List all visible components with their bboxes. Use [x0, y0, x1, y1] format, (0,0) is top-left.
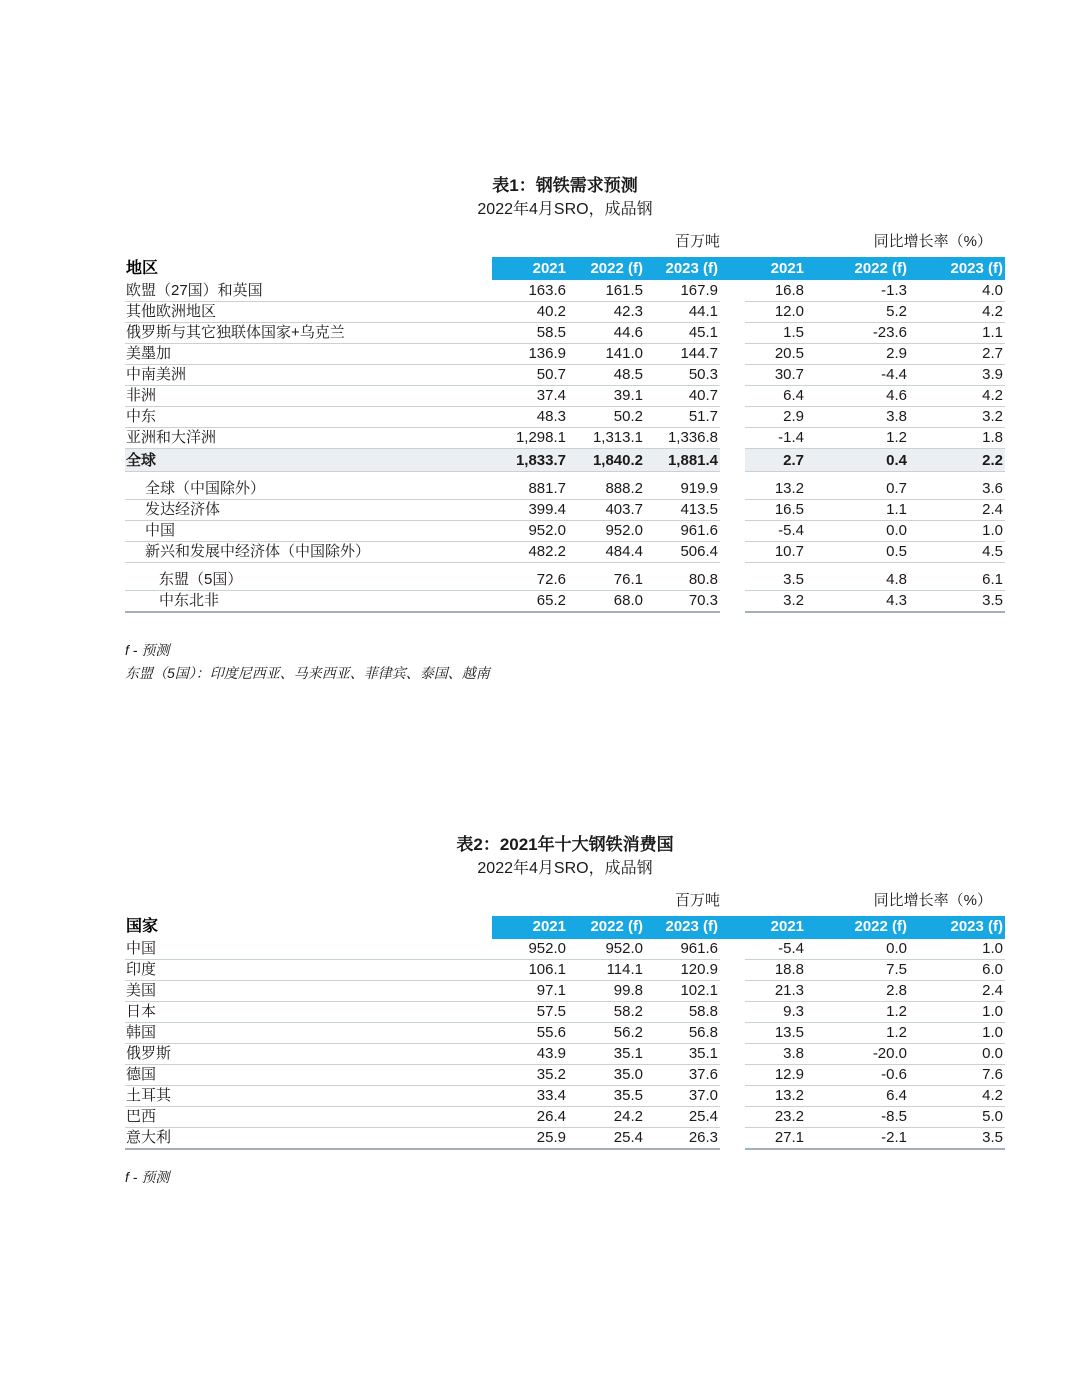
cell-value: 50.3: [645, 364, 720, 385]
column-header: 2023 (f): [909, 257, 1005, 280]
row-label: 俄罗斯与其它独联体国家+乌克兰: [125, 322, 492, 343]
cell-value: 144.7: [645, 343, 720, 364]
cell-value: 50.2: [568, 406, 645, 427]
column-group-gap: [720, 1044, 745, 1065]
cell-value: 26.4: [492, 1107, 568, 1128]
table-row: [125, 1023, 1005, 1044]
cell-value: 4.5: [909, 541, 1005, 562]
cell-value: 484.4: [568, 541, 645, 562]
cell-value: 2.7: [745, 448, 806, 471]
cell-value: 506.4: [645, 541, 720, 562]
cell-value: 12.9: [745, 1065, 806, 1086]
cell-value: 1,313.1: [568, 427, 645, 448]
cell-value: 35.5: [568, 1086, 645, 1107]
cell-value: -23.6: [806, 322, 909, 343]
cell-value: 102.1: [645, 981, 720, 1002]
table-row: [125, 939, 1005, 960]
row-label: 印度: [125, 960, 492, 981]
cell-value: 26.3: [645, 1128, 720, 1150]
table-row: [125, 520, 1005, 541]
column-header: 2021: [492, 257, 568, 280]
column-group-gap: [720, 1107, 745, 1128]
table-row: [125, 1107, 1005, 1128]
cell-value: 37.6: [645, 1065, 720, 1086]
cell-value: 167.9: [645, 280, 720, 301]
cell-value: 919.9: [645, 478, 720, 499]
column-group-gap: [720, 280, 745, 301]
cell-value: 1.0: [909, 520, 1005, 541]
cell-value: 58.8: [645, 1002, 720, 1023]
cell-value: -1.4: [745, 427, 806, 448]
cell-value: 13.2: [745, 1086, 806, 1107]
cell-value: 952.0: [568, 939, 645, 960]
cell-value: 4.2: [909, 1086, 1005, 1107]
cell-value: 4.6: [806, 385, 909, 406]
cell-value: 403.7: [568, 499, 645, 520]
cell-value: 0.5: [806, 541, 909, 562]
table-row: [125, 1128, 1005, 1150]
cell-value: 141.0: [568, 343, 645, 364]
cell-value: 3.8: [745, 1044, 806, 1065]
cell-value: -4.4: [806, 364, 909, 385]
row-label: 俄罗斯: [125, 1044, 492, 1065]
table2-subtitle: 2022年4月SRO，成品钢: [477, 859, 653, 877]
cell-value: 120.9: [645, 960, 720, 981]
cell-value: 888.2: [568, 478, 645, 499]
row-label: 东盟（5国）: [125, 562, 492, 590]
row-label: 巴西: [125, 1107, 492, 1128]
row-label: 土耳其: [125, 1086, 492, 1107]
cell-value: 23.2: [745, 1107, 806, 1128]
cell-value: 0.0: [806, 520, 909, 541]
spacer-cell: [645, 471, 720, 478]
cell-value: 58.2: [568, 1002, 645, 1023]
column-header-gap: [720, 257, 745, 280]
cell-value: 37.4: [492, 385, 568, 406]
column-group-gap: [720, 981, 745, 1002]
spacer-cell: [492, 471, 568, 478]
table-row: [125, 1044, 1005, 1065]
cell-value: 40.2: [492, 301, 568, 322]
cell-value: 3.8: [806, 406, 909, 427]
table1-body: [125, 280, 1005, 612]
cell-value: 114.1: [568, 960, 645, 981]
cell-value: 2.8: [806, 981, 909, 1002]
cell-value: 37.0: [645, 1086, 720, 1107]
column-group-gap: [720, 1002, 745, 1023]
column-header: 2022 (f): [568, 257, 645, 280]
cell-value: 21.3: [745, 981, 806, 1002]
cell-value: 10.7: [745, 541, 806, 562]
column-group-gap: [720, 1128, 745, 1150]
cell-value: -20.0: [806, 1044, 909, 1065]
cell-value: 12.0: [745, 301, 806, 322]
cell-value: -5.4: [745, 939, 806, 960]
table2-column-header-row: [125, 916, 1005, 939]
column-group-gap: [720, 1086, 745, 1107]
table2-row-header: 国家: [125, 916, 492, 939]
row-label: 非洲: [125, 385, 492, 406]
column-header: 2022 (f): [806, 916, 909, 939]
table1-growth-label: 同比增长率（%）: [873, 233, 993, 250]
column-group-gap: [720, 448, 745, 471]
cell-value: 4.3: [806, 590, 909, 612]
cell-value: 1,336.8: [645, 427, 720, 448]
table-row: [125, 448, 1005, 471]
cell-value: 35.1: [568, 1044, 645, 1065]
cell-value: 42.3: [568, 301, 645, 322]
row-label: 意大利: [125, 1128, 492, 1150]
column-group-gap: [720, 364, 745, 385]
spacer-cell: [125, 471, 492, 478]
cell-value: 68.0: [568, 590, 645, 612]
table2-section: [125, 835, 1005, 1190]
cell-value: 3.2: [745, 590, 806, 612]
table2-title: 表2：2021年十大钢铁消费国: [456, 834, 674, 854]
table-row: [125, 1065, 1005, 1086]
cell-value: 952.0: [492, 939, 568, 960]
cell-value: 136.9: [492, 343, 568, 364]
cell-value: 1,298.1: [492, 427, 568, 448]
table-row: [125, 960, 1005, 981]
cell-value: 39.1: [568, 385, 645, 406]
column-group-gap: [720, 343, 745, 364]
cell-value: 76.1: [568, 562, 645, 590]
column-header: 2023 (f): [645, 916, 720, 939]
spacer-cell: [720, 471, 745, 478]
column-group-gap: [720, 520, 745, 541]
row-label: 全球: [125, 448, 492, 471]
row-label: 中东: [125, 406, 492, 427]
cell-value: 2.9: [745, 406, 806, 427]
row-label: 美墨加: [125, 343, 492, 364]
cell-value: 0.7: [806, 478, 909, 499]
cell-value: -2.1: [806, 1128, 909, 1150]
cell-value: 2.7: [909, 343, 1005, 364]
cell-value: 35.1: [645, 1044, 720, 1065]
cell-value: 57.5: [492, 1002, 568, 1023]
cell-value: 58.5: [492, 322, 568, 343]
unit-group-row: [125, 890, 1005, 916]
table-row: [125, 343, 1005, 364]
table-row: [125, 301, 1005, 322]
cell-value: 6.0: [909, 960, 1005, 981]
table-row: [125, 427, 1005, 448]
row-label: 中国: [125, 520, 492, 541]
cell-value: 1.8: [909, 427, 1005, 448]
column-group-gap: [720, 590, 745, 612]
column-header: 2021: [745, 257, 806, 280]
cell-value: 27.1: [745, 1128, 806, 1150]
row-label: 亚洲和大洋洲: [125, 427, 492, 448]
unit-group-row: [125, 231, 1005, 257]
table-row: [125, 562, 1005, 590]
column-header: 2022 (f): [806, 257, 909, 280]
cell-value: 80.8: [645, 562, 720, 590]
cell-value: 3.2: [909, 406, 1005, 427]
cell-value: 1.0: [909, 1023, 1005, 1044]
cell-value: 3.5: [745, 562, 806, 590]
cell-value: -0.6: [806, 1065, 909, 1086]
row-label: 发达经济体: [125, 499, 492, 520]
cell-value: 3.5: [909, 1128, 1005, 1150]
column-header: 2023 (f): [645, 257, 720, 280]
cell-value: 3.6: [909, 478, 1005, 499]
row-label: 新兴和发展中经济体（中国除外）: [125, 541, 492, 562]
cell-value: 952.0: [492, 520, 568, 541]
cell-value: 1.2: [806, 1002, 909, 1023]
table-row: [125, 981, 1005, 1002]
cell-value: 1.2: [806, 1023, 909, 1044]
cell-value: 961.6: [645, 939, 720, 960]
column-group-gap: [720, 478, 745, 499]
cell-value: 25.4: [645, 1107, 720, 1128]
cell-value: 65.2: [492, 590, 568, 612]
cell-value: 33.4: [492, 1086, 568, 1107]
cell-value: 0.0: [806, 939, 909, 960]
spacer-cell: [806, 471, 909, 478]
column-group-gap: [720, 385, 745, 406]
cell-value: 413.5: [645, 499, 720, 520]
cell-value: 55.6: [492, 1023, 568, 1044]
cell-value: 1.2: [806, 427, 909, 448]
cell-value: 5.0: [909, 1107, 1005, 1128]
table-row: [125, 406, 1005, 427]
cell-value: 161.5: [568, 280, 645, 301]
cell-value: 30.7: [745, 364, 806, 385]
table1-subtitle: 2022年4月SRO，成品钢: [477, 201, 653, 218]
column-header: 2021: [745, 916, 806, 939]
row-label: 韩国: [125, 1023, 492, 1044]
cell-value: -8.5: [806, 1107, 909, 1128]
cell-value: 0.0: [909, 1044, 1005, 1065]
cell-value: 20.5: [745, 343, 806, 364]
column-header-gap: [720, 916, 745, 939]
table-row: [125, 541, 1005, 562]
cell-value: 48.3: [492, 406, 568, 427]
column-group-gap: [720, 427, 745, 448]
cell-value: 1,840.2: [568, 448, 645, 471]
cell-value: 70.3: [645, 590, 720, 612]
cell-value: 2.4: [909, 499, 1005, 520]
cell-value: 18.8: [745, 960, 806, 981]
cell-value: 97.1: [492, 981, 568, 1002]
row-label: 美国: [125, 981, 492, 1002]
cell-value: 3.9: [909, 364, 1005, 385]
cell-value: 44.1: [645, 301, 720, 322]
cell-value: 40.7: [645, 385, 720, 406]
cell-value: 56.2: [568, 1023, 645, 1044]
cell-value: 44.6: [568, 322, 645, 343]
cell-value: 25.9: [492, 1128, 568, 1150]
table-row: [125, 478, 1005, 499]
column-group-gap: [720, 541, 745, 562]
steel-demand-forecast-table: [125, 231, 1005, 613]
cell-value: 1.1: [909, 322, 1005, 343]
cell-value: 5.2: [806, 301, 909, 322]
cell-value: 51.7: [645, 406, 720, 427]
table1-section: [125, 0, 1005, 685]
cell-value: 16.5: [745, 499, 806, 520]
table-row: [125, 385, 1005, 406]
cell-value: 399.4: [492, 499, 568, 520]
table1-footnotes: [125, 639, 1005, 685]
row-label: 中东北非: [125, 590, 492, 612]
cell-value: 13.2: [745, 478, 806, 499]
table-row: [125, 322, 1005, 343]
table2-footnotes: [125, 1166, 1005, 1189]
cell-value: 4.8: [806, 562, 909, 590]
cell-value: 2.9: [806, 343, 909, 364]
column-group-gap: [720, 1023, 745, 1044]
top-steel-consumers-table: [125, 890, 1005, 1151]
row-label: 中南美洲: [125, 364, 492, 385]
cell-value: 25.4: [568, 1128, 645, 1150]
cell-value: 24.2: [568, 1107, 645, 1128]
column-header: 2023 (f): [909, 916, 1005, 939]
cell-value: 72.6: [492, 562, 568, 590]
cell-value: 35.0: [568, 1065, 645, 1086]
column-group-gap: [720, 301, 745, 322]
row-label: 欧盟（27国）和英国: [125, 280, 492, 301]
cell-value: 1.0: [909, 1002, 1005, 1023]
cell-value: 1.1: [806, 499, 909, 520]
cell-value: 45.1: [645, 322, 720, 343]
column-group-gap: [720, 406, 745, 427]
column-group-gap: [720, 322, 745, 343]
table1-title: 表1：钢铁需求预测: [492, 176, 638, 195]
cell-value: 4.2: [909, 301, 1005, 322]
column-group-gap: [720, 939, 745, 960]
section-spacer: [125, 471, 1005, 478]
cell-value: 4.0: [909, 280, 1005, 301]
table1-column-header-row: [125, 257, 1005, 280]
cell-value: 7.6: [909, 1065, 1005, 1086]
cell-value: 9.3: [745, 1002, 806, 1023]
column-group-gap: [720, 1065, 745, 1086]
table2-body: [125, 939, 1005, 1150]
cell-value: 961.6: [645, 520, 720, 541]
cell-value: 13.5: [745, 1023, 806, 1044]
row-label: 德国: [125, 1065, 492, 1086]
cell-value: 1,833.7: [492, 448, 568, 471]
table-row: [125, 590, 1005, 612]
table-row: [125, 364, 1005, 385]
spacer-cell: [909, 471, 1005, 478]
row-label: 全球（中国除外）: [125, 478, 492, 499]
table1-unit-label: 百万吨: [675, 233, 721, 250]
cell-value: 48.5: [568, 364, 645, 385]
cell-value: 2.2: [909, 448, 1005, 471]
row-label: 中国: [125, 939, 492, 960]
row-label: 其他欧洲地区: [125, 301, 492, 322]
column-header: 2022 (f): [568, 916, 645, 939]
cell-value: 16.8: [745, 280, 806, 301]
cell-value: 35.2: [492, 1065, 568, 1086]
table-row: [125, 1002, 1005, 1023]
table-row: [125, 1086, 1005, 1107]
table2-growth-label: 同比增长率（%）: [873, 891, 993, 909]
row-label: 日本: [125, 1002, 492, 1023]
table1-row-header: 地区: [125, 257, 492, 280]
table-row: [125, 499, 1005, 520]
cell-value: 7.5: [806, 960, 909, 981]
column-group-gap: [720, 960, 745, 981]
table2-unit-label: 百万吨: [675, 891, 721, 909]
cell-value: 1,881.4: [645, 448, 720, 471]
cell-value: 106.1: [492, 960, 568, 981]
cell-value: 6.4: [745, 385, 806, 406]
cell-value: 2.4: [909, 981, 1005, 1002]
cell-value: 99.8: [568, 981, 645, 1002]
cell-value: 6.4: [806, 1086, 909, 1107]
cell-value: 4.2: [909, 385, 1005, 406]
cell-value: 3.5: [909, 590, 1005, 612]
cell-value: 56.8: [645, 1023, 720, 1044]
footnote-asean: 东盟（5国）：印度尼西亚、马来西亚、菲律宾、泰国、越南: [125, 664, 490, 681]
cell-value: 43.9: [492, 1044, 568, 1065]
cell-value: 881.7: [492, 478, 568, 499]
column-group-gap: [720, 562, 745, 590]
cell-value: 0.4: [806, 448, 909, 471]
table-row: [125, 280, 1005, 301]
cell-value: 6.1: [909, 562, 1005, 590]
cell-value: -1.3: [806, 280, 909, 301]
cell-value: 50.7: [492, 364, 568, 385]
cell-value: 482.2: [492, 541, 568, 562]
cell-value: 1.5: [745, 322, 806, 343]
cell-value: 1.0: [909, 939, 1005, 960]
column-group-gap: [720, 499, 745, 520]
cell-value: 952.0: [568, 520, 645, 541]
spacer-cell: [745, 471, 806, 478]
spacer-cell: [568, 471, 645, 478]
footnote-forecast: f - 预测: [125, 1169, 170, 1185]
footnote-forecast: f - 预测: [125, 641, 170, 658]
cell-value: 163.6: [492, 280, 568, 301]
cell-value: -5.4: [745, 520, 806, 541]
column-header: 2021: [492, 916, 568, 939]
